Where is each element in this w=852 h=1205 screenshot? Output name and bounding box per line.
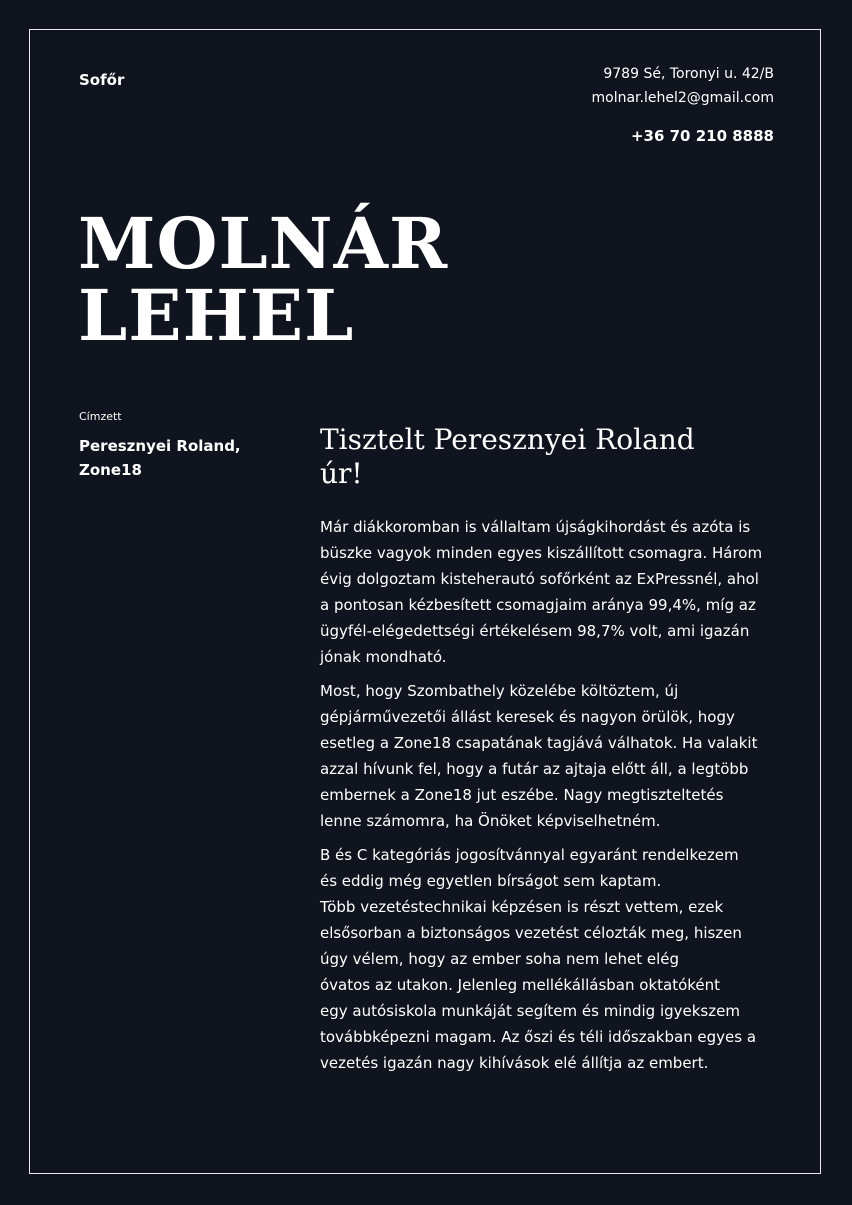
email: molnar.lehel2@gmail.com	[591, 90, 774, 106]
paragraph-line: Már diákkoromban is vállaltam újságkihordást és azóta is	[320, 518, 751, 536]
paragraph-line: és eddig még egyetlen bírságot sem kaptam.	[320, 872, 662, 890]
paragraph-line: a pontosan kézbesített csomagjaim aránya 99,4%, míg az	[320, 596, 756, 614]
letter-paragraph-1	[320, 514, 763, 670]
letter-body	[320, 514, 763, 1084]
paragraph-line: továbbképezni magam. Az őszi és téli időszakban egyes a	[320, 1028, 757, 1046]
paragraph-line: Több vezetéstechnikai képzésen is részt vettem, ezek	[320, 898, 724, 916]
recipient-name-line1: Peresznyei Roland,	[79, 437, 241, 455]
paragraph-line: B és C kategóriás jogosítvánnyal egyaránt rendelkezem	[320, 846, 739, 864]
paragraph-line: esetleg a Zone18 csapatának tagjává válhatok. Ha valakit	[320, 734, 758, 752]
paragraph-line: úgy vélem, hogy az ember soha nem lehet elég	[320, 950, 680, 968]
paragraph-line: egy autósiskola munkáját segítem és mindig igyekszem	[320, 1002, 740, 1020]
paragraph-line: évig dolgoztam kisteherautó sofőrként az ExPressnél, ahol	[320, 570, 759, 588]
paragraph-line: embernek a Zone18 jut eszébe. Nagy megtiszteltetés	[320, 786, 724, 804]
phone-number: +36 70 210 8888	[630, 127, 774, 145]
letter-paragraph-2	[320, 678, 760, 834]
greeting-line2: úr!	[320, 457, 363, 490]
paragraph-line: azzal hívunk fel, hogy a futár az ajtaja előtt áll, a legtöbb	[320, 760, 749, 778]
paragraph-line: ügyfél-elégedettségi értékelésem 98,7% volt, ami igazán	[320, 622, 750, 640]
paragraph-line: óvatos az utakon. Jelenleg mellékállásban oktatóként	[320, 976, 721, 994]
applicant-name-line2: LEHEL	[78, 274, 355, 357]
job-title: Sofőr	[79, 71, 125, 89]
paragraph-line: elsősorban a biztonságos vezetést célozták meg, hiszen	[320, 924, 742, 942]
greeting-line1: Tisztelt Peresznyei Roland	[320, 423, 695, 456]
applicant-name-line1: MOLNÁR	[78, 202, 449, 285]
address: 9789 Sé, Toronyi u. 42/B	[603, 66, 774, 82]
paragraph-line: jónak mondható.	[320, 648, 447, 666]
paragraph-line: Most, hogy Szombathely közelébe költöztem, új	[320, 682, 679, 700]
contact-block	[592, 62, 775, 148]
recipient-name	[79, 434, 279, 482]
paragraph-line: gépjárművezetői állást keresek és nagyon örülök, hogy	[320, 708, 735, 726]
paragraph-line: lenne számomra, ha Önöket képviselhetném.	[320, 812, 661, 830]
letter-paragraph-3	[320, 842, 760, 1076]
paragraph-line: büszke vagyok minden egyes kiszállított csomagra. Három	[320, 544, 763, 562]
applicant-name	[78, 202, 449, 357]
paragraph-line: vezetés igazán nagy kihívások elé állítja az embert.	[320, 1054, 709, 1072]
recipient-company: Zone18	[79, 461, 142, 479]
recipient-label: Címzett	[79, 410, 122, 423]
letter-greeting	[320, 423, 760, 491]
